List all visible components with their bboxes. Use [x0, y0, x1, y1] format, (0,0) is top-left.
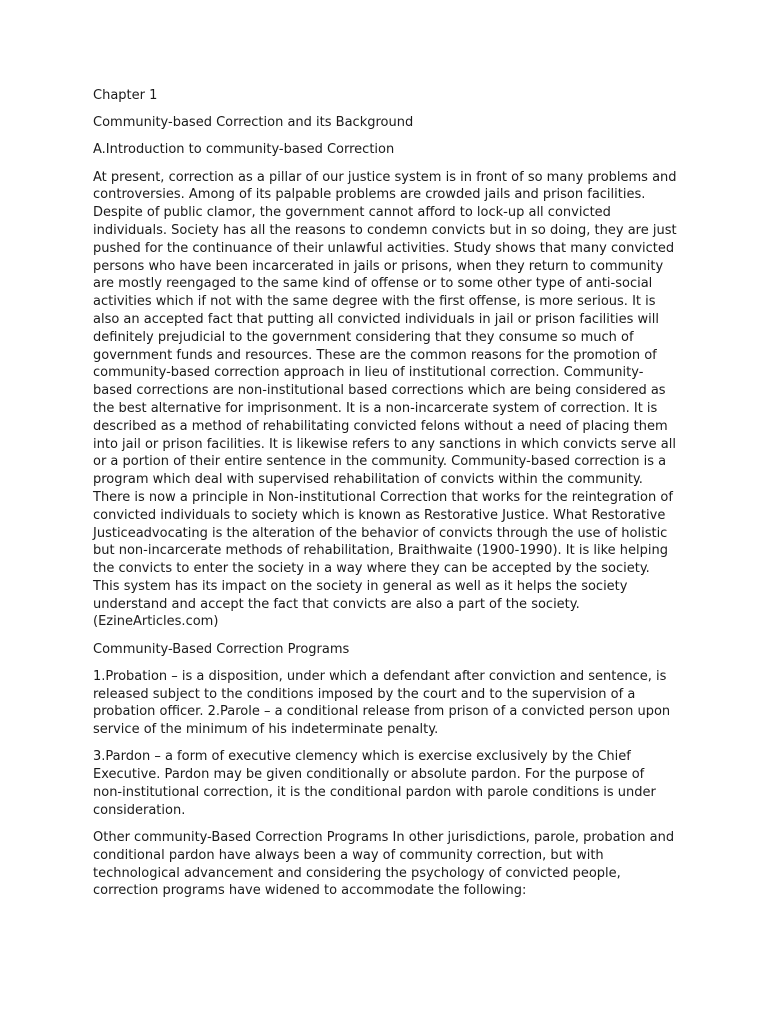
intro-paragraph: At present, correction as a pillar of our justice system is in front of so many problems and controversies. Among of its palpable problems are crowded jails and prison facilities. Despite of public clamor, the government cannot afford to lock-up all convicted individuals. Society has all the reasons to condemn convicts but in so doing, they are just pushed for the continuance of their unlawful activities. Study shows that many convicted persons who have been incarcerated in jails or prisons, when they return to community are mostly reengaged to the same kind of offense or to some other type of anti-social activities which if not with the same degree with the first offense, is more serious. It is also an accepted fact that putting all convicted individuals in jail or prison facilities will definitely prejudicial to the government considering that they consume so much of government funds and resources. These are the common reasons for the promotion of community-based correction approach in lieu of institutional correction. Community-based corrections are non-institutional based corrections which are being considered as the best alternative for imprisonment. It is a non-incarcerate system of correction. It is described as a method of rehabilitating convicted felons without a need of placing them into jail or prison facilities. It is likewise refers to any sanctions in which convicts serve all or a portion of their entire sentence in the community. Community-based correction is a program which deal with supervised rehabilitation of convicts within the community. There is now a principle in Non-institutional Correction that works for the reintegration of convicted individuals to society which is known as Restorative Justice. What Restorative Justiceadvocating is the alteration of the behavior of convicts through the use of holistic but non-incarcerate methods of rehabilitation, Braithwaite (1900-1990). It is like helping the convicts to enter the society in a way where they can be accepted by the society. This system has its impact on the society in general as well as it helps the society understand and accept the fact that convicts are also a part of the society. (EzineArticles.com)	[93, 169, 677, 630]
chapter-title: Community-based Correction and its Background	[93, 115, 414, 131]
pardon-paragraph: 3.Pardon – a form of executive clemency which is exercise exclusively by the Chief Executive. Pardon may be given conditionally or absolute pardon. For the purpose of non-institutional correction, it is the conditional pardon with parole conditions is under consideration.	[93, 749, 656, 818]
probation-parole-paragraph: 1.Probation – is a disposition, under which a defendant after conviction and sentence, is released subject to the conditions imposed by the court and to the supervision of a probation officer. 2.Parole – a conditional release from prison of a convicted person upon service of the minimum of his indeterminate penalty.	[93, 668, 671, 738]
programs-heading: Community-Based Correction Programs	[93, 641, 350, 657]
section-heading: A.Introduction to community-based Correction	[93, 142, 395, 158]
chapter-label: Chapter 1	[93, 88, 158, 103]
other-programs-paragraph: Other community-Based Correction Programs In other jurisdictions, parole, probation and conditional pardon have always been a way of community correction, but with technological advancement and considering the psychology of convicted people, correction programs have widened to accommodate the following:	[93, 830, 675, 899]
document-body	[93, 87, 677, 910]
